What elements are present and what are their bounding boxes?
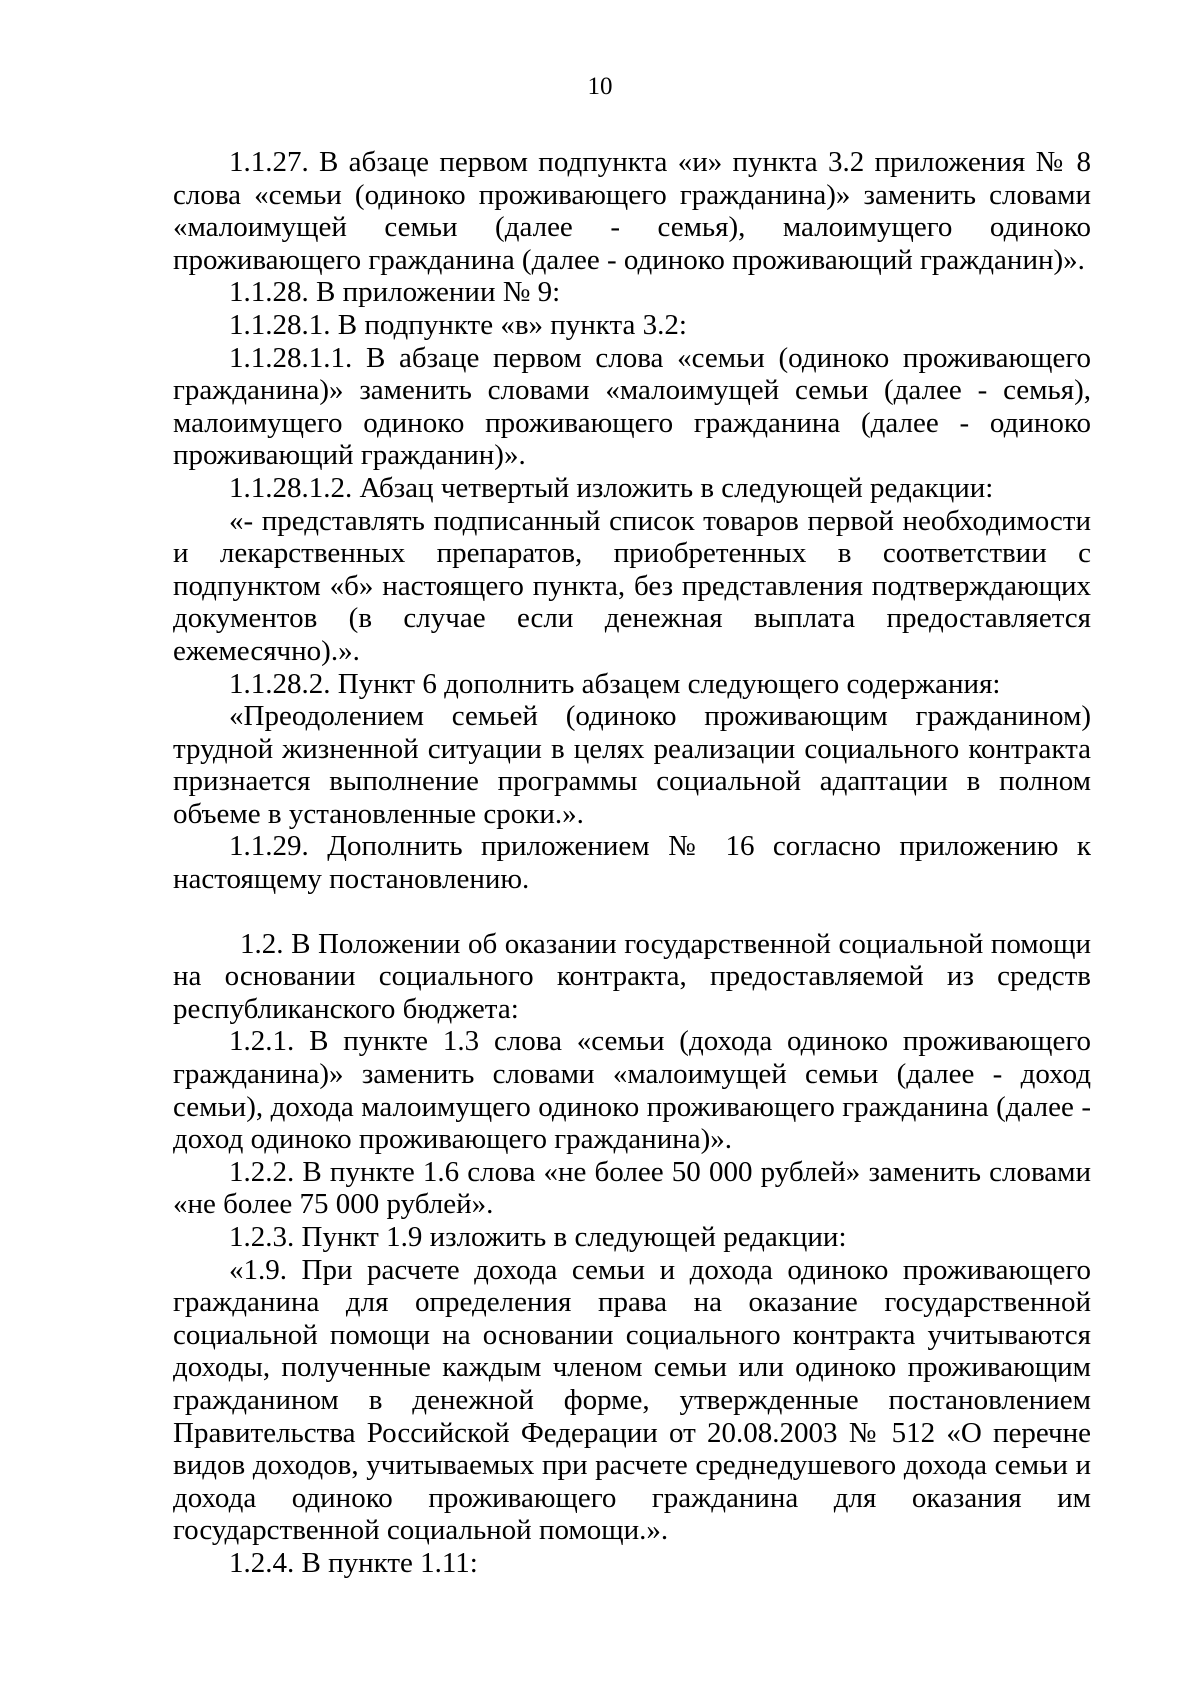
paragraph-1-1-28-2: 1.1.28.2. Пункт 6 дополнить абзацем следующего содержания: — [229, 667, 1001, 700]
paragraph-1-1-28-1: 1.1.28.1. В подпункте «в» пункта 3.2: — [229, 308, 687, 341]
paragraph-1-2-2: 1.2.2. В пункте 1.6 слова «не более 50 000 рублей» заменить словами «не более 75 000 рублей». — [173, 1155, 1091, 1221]
paragraph-1-1-28-1-1: 1.1.28.1.1. В абзаце первом слова «семьи (одиноко проживающего гражданина)» заменить словами «малоимущей семьи (далее - семья), малоимущего одиноко проживающего гражданина (далее - одиноко проживающий гражданин)». — [173, 341, 1091, 472]
document-body — [173, 146, 1091, 1580]
quoted-paragraph: «Преодолением семьей (одиноко проживающим гражданином) трудной жизненной ситуации в целях реализации социального контракта признается выполнение программы социальной адаптации в полном объеме в установленные сроки.». — [173, 700, 1091, 830]
quoted-paragraph: «1.9. При расчете дохода семьи и дохода одиноко проживающего гражданина для определения права на оказание государственной социальной помощи на основании социального контракта учитываются доходы, полученные каждым членом семьи или одиноко проживающим гражданином в денежной форме, утвержденные постановлением Правительства Российской Федерации от 20.08.2003 № 512 «О перечне видов доходов, учитываемых при расчете среднедушевого дохода семьи и дохода одиноко проживающего гражданина для оказания им государственной социальной помощи.». — [173, 1253, 1091, 1547]
paragraph-1-2-3: 1.2.3. Пункт 1.9 изложить в следующей редакции: — [229, 1221, 847, 1253]
paragraph-1-1-28: 1.1.28. В приложении № 9: — [229, 276, 561, 309]
paragraph-1-1-27: 1.1.27. В абзаце первом подпункта «и» пункта 3.2 приложения № 8 слова «семьи (одиноко проживающего гражданина)» заменить словами «малоимущей семьи (далее - семья), малоимущего одиноко проживающего гражданина (далее - одиноко проживающий гражданин)». — [173, 146, 1091, 276]
paragraph-1-2: 1.2. В Положении об оказании государственной социальной помощи на основании социального контракта, предоставляемой из средств республиканского бюджета: — [173, 927, 1091, 1025]
page-number: 10 — [587, 73, 613, 100]
paragraph-1-1-28-1-2: 1.1.28.1.2. Абзац четвертый изложить в следующей редакции: — [229, 471, 994, 504]
paragraph-1-2-4: 1.2.4. В пункте 1.11: — [229, 1546, 478, 1579]
paragraph-1-2-1: 1.2.1. В пункте 1.3 слова «семьи (дохода одиноко проживающего гражданина)» заменить словами «малоимущей семьи (далее - доход семьи), дохода малоимущего одиноко проживающего гражданина (далее - доход одиноко проживающего гражданина)». — [173, 1025, 1091, 1156]
paragraph-1-1-29: 1.1.29. Дополнить приложением № 16 согласно приложению к настоящему постановлению. — [173, 830, 1091, 896]
quoted-paragraph: «- представлять подписанный список товаров первой необходимости и лекарственных препаратов, приобретенных в соответствии с подпунктом «б» настоящего пункта, без представления подтверждающих документов (в случае если денежная выплата предоставляется ежемесячно).». — [173, 504, 1091, 667]
